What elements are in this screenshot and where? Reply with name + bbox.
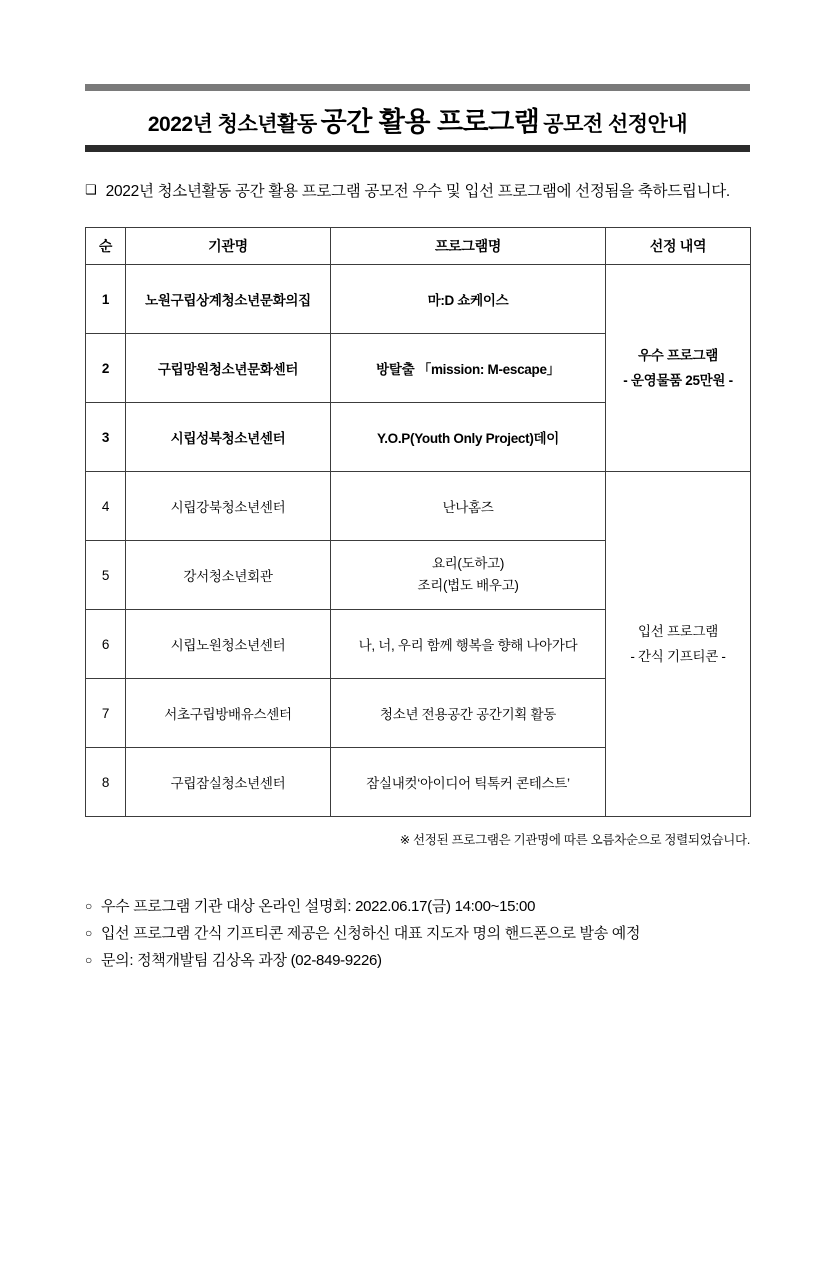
footer-notes [85, 893, 750, 974]
circle-marker-icon: ○ [85, 953, 92, 967]
table-row [86, 265, 751, 334]
table-note: ※ 선정된 프로그램은 기관명에 따른 오름차순으로 정렬되었습니다. [399, 833, 750, 847]
footer-item [85, 893, 750, 920]
selection-table [85, 227, 751, 817]
table-row [86, 472, 751, 541]
cell-program: 난나홈즈 [331, 472, 606, 541]
cell-program: 방탈출 「mission: M-escape」 [331, 334, 606, 403]
circle-marker-icon: ○ [85, 899, 92, 913]
title-part-1: 2022년 청소년활동 [147, 113, 317, 136]
title-part-2: 공간 활용 프로그램 [320, 107, 540, 137]
cell-org: 시립강북청소년센터 [126, 472, 331, 541]
cell-org: 시립노원청소년센터 [126, 610, 331, 679]
cell-award-second: 입선 프로그램 - 간식 기프티콘 - [606, 472, 751, 817]
cell-no: 2 [86, 334, 126, 403]
cell-no: 5 [86, 541, 126, 610]
cell-no: 3 [86, 403, 126, 472]
cell-no: 7 [86, 679, 126, 748]
circle-marker-icon: ○ [85, 926, 92, 940]
cell-org: 강서청소년회관 [126, 541, 331, 610]
cell-program: 잠실내컷‘아이디어 틱톡커 콘테스트’ [331, 748, 606, 817]
bullet-icon: ❑ [85, 182, 97, 197]
intro-paragraph [85, 179, 750, 205]
cell-no: 4 [86, 472, 126, 541]
title-part-3: 공모전 선정안내 [543, 113, 688, 136]
title-rule-bottom [85, 145, 750, 152]
cell-program: 나, 너, 우리 함께 행복을 향해 나아가다 [331, 610, 606, 679]
cell-org: 시립성북청소년센터 [126, 403, 331, 472]
header-no: 순 [86, 228, 126, 265]
title-rule-top [85, 84, 750, 91]
footer-item-text: 우수 프로그램 기관 대상 온라인 설명회: 2022.06.17(금) 14:00~15:00 [100, 898, 536, 915]
header-award: 선정 내역 [606, 228, 751, 265]
header-org: 기관명 [126, 228, 331, 265]
footer-item-text: 입선 프로그램 간식 기프티콘 제공은 신청하신 대표 지도자 명의 핸드폰으로 발송 예정 [100, 925, 641, 942]
footer-item [85, 947, 750, 974]
cell-no: 6 [86, 610, 126, 679]
cell-program: Y.O.P(Youth Only Project)데이 [331, 403, 606, 472]
header-program: 프로그램명 [331, 228, 606, 265]
document-page [0, 84, 835, 1265]
cell-org: 서초구립방배유스센터 [126, 679, 331, 748]
cell-program: 마:D 쇼케이스 [331, 265, 606, 334]
cell-org: 구립망원청소년문화센터 [126, 334, 331, 403]
page-title [85, 91, 750, 145]
intro-text: 2022년 청소년활동 공간 활용 프로그램 공모전 우수 및 입선 프로그램에 선정됨을 축하드립니다. [105, 183, 730, 200]
cell-program: 요리(도하고) 조리(법도 배우고) [331, 541, 606, 610]
cell-no: 1 [86, 265, 126, 334]
footer-item [85, 920, 750, 947]
cell-org: 구립잠실청소년센터 [126, 748, 331, 817]
cell-no: 8 [86, 748, 126, 817]
table-header-row [86, 228, 751, 265]
cell-award-top: 우수 프로그램 - 운영물품 25만원 - [606, 265, 751, 472]
footer-item-text: 문의: 정책개발팀 김상옥 과장 (02-849-9226) [100, 952, 382, 969]
cell-program: 청소년 전용공간 공간기획 활동 [331, 679, 606, 748]
cell-org: 노원구립상계청소년문화의집 [126, 265, 331, 334]
